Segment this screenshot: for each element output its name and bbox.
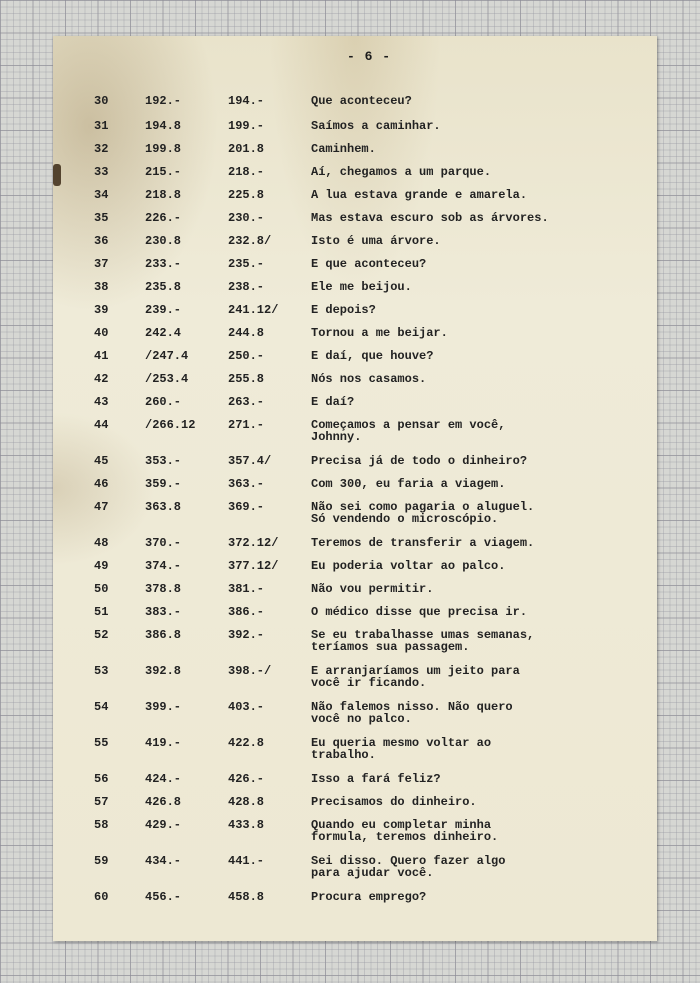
page-number: - 6 - bbox=[346, 49, 391, 64]
subtitle-text: Não falemos nisso. Não quero você no palco. bbox=[311, 700, 513, 726]
end-time: 377.12/ bbox=[228, 559, 279, 573]
end-time: 232.8/ bbox=[228, 234, 272, 248]
start-time: 456.- bbox=[145, 890, 182, 904]
start-time: 363.8 bbox=[145, 500, 182, 514]
subtitle-text: Se eu trabalhasse umas semanas, teríamos sua passagem. bbox=[311, 628, 535, 654]
subtitle-text: Não vou permitir. bbox=[311, 582, 434, 596]
end-time: 357.4/ bbox=[228, 454, 272, 468]
start-time: 419.- bbox=[145, 736, 182, 750]
end-time: 363.- bbox=[228, 477, 265, 491]
cue-number: 30 bbox=[94, 94, 109, 108]
cue-number: 57 bbox=[94, 795, 109, 809]
start-time: 235.8 bbox=[145, 280, 182, 294]
end-time: 201.8 bbox=[228, 142, 265, 156]
cue-number: 46 bbox=[94, 477, 109, 491]
subtitle-text: Procura emprego? bbox=[311, 890, 427, 904]
cue-number: 32 bbox=[94, 142, 109, 156]
start-time: /247.4 bbox=[145, 349, 189, 363]
cue-number: 40 bbox=[94, 326, 109, 340]
subtitle-text: Nós nos casamos. bbox=[311, 372, 427, 386]
subtitle-text: A lua estava grande e amarela. bbox=[311, 188, 528, 202]
start-time: /253.4 bbox=[145, 372, 189, 386]
end-time: 244.8 bbox=[228, 326, 265, 340]
end-time: 225.8 bbox=[228, 188, 265, 202]
end-time: 218.- bbox=[228, 165, 265, 179]
cue-number: 58 bbox=[94, 818, 109, 832]
cue-number: 56 bbox=[94, 772, 109, 786]
end-time: 403.- bbox=[228, 700, 265, 714]
start-time: 239.- bbox=[145, 303, 182, 317]
end-time: 428.8 bbox=[228, 795, 265, 809]
subtitle-text: Que aconteceu? bbox=[311, 94, 412, 108]
start-time: 370.- bbox=[145, 536, 182, 550]
start-time: 233.- bbox=[145, 257, 182, 271]
start-time: 199.8 bbox=[145, 142, 182, 156]
end-time: 369.- bbox=[228, 500, 265, 514]
start-time: 378.8 bbox=[145, 582, 182, 596]
cue-number: 33 bbox=[94, 165, 109, 179]
cue-number: 43 bbox=[94, 395, 109, 409]
subtitle-text: Aí, chegamos a um parque. bbox=[311, 165, 492, 179]
start-time: 386.8 bbox=[145, 628, 182, 642]
cue-number: 34 bbox=[94, 188, 109, 202]
cue-number: 45 bbox=[94, 454, 109, 468]
end-time: 271.- bbox=[228, 418, 265, 432]
end-time: 398.-/ bbox=[228, 664, 272, 678]
start-time: 353.- bbox=[145, 454, 182, 468]
subtitle-text: Sei disso. Quero fazer algo para ajudar você. bbox=[311, 854, 506, 880]
end-time: 235.- bbox=[228, 257, 265, 271]
subtitle-text: Com 300, eu faria a viagem. bbox=[311, 477, 506, 491]
start-time: 392.8 bbox=[145, 664, 182, 678]
subtitle-text: E que aconteceu? bbox=[311, 257, 427, 271]
cue-number: 39 bbox=[94, 303, 109, 317]
start-time: 374.- bbox=[145, 559, 182, 573]
cue-number: 49 bbox=[94, 559, 109, 573]
start-time: 399.- bbox=[145, 700, 182, 714]
start-time: 359.- bbox=[145, 477, 182, 491]
end-time: 241.12/ bbox=[228, 303, 279, 317]
end-time: 194.- bbox=[228, 94, 265, 108]
subtitle-text: E arranjaríamos um jeito para você ir ficando. bbox=[311, 664, 520, 690]
subtitle-text: E daí, que houve? bbox=[311, 349, 434, 363]
cue-number: 42 bbox=[94, 372, 109, 386]
cue-number: 51 bbox=[94, 605, 109, 619]
subtitle-text: Saímos a caminhar. bbox=[311, 119, 441, 133]
cue-number: 55 bbox=[94, 736, 109, 750]
cue-number: 54 bbox=[94, 700, 109, 714]
subtitle-text: Eu queria mesmo voltar ao trabalho. bbox=[311, 736, 492, 762]
subtitle-text: Isso a fará feliz? bbox=[311, 772, 441, 786]
start-time: 429.- bbox=[145, 818, 182, 832]
start-time: 215.- bbox=[145, 165, 182, 179]
end-time: 381.- bbox=[228, 582, 265, 596]
end-time: 433.8 bbox=[228, 818, 265, 832]
end-time: 238.- bbox=[228, 280, 265, 294]
end-time: 441.- bbox=[228, 854, 265, 868]
subtitle-text: Começamos a pensar em você, Johnny. bbox=[311, 418, 506, 444]
cue-number: 53 bbox=[94, 664, 109, 678]
end-time: 199.- bbox=[228, 119, 265, 133]
cue-number: 37 bbox=[94, 257, 109, 271]
cue-number: 35 bbox=[94, 211, 109, 225]
start-time: 226.- bbox=[145, 211, 182, 225]
subtitle-text: Caminhem. bbox=[311, 142, 376, 156]
end-time: 426.- bbox=[228, 772, 265, 786]
cue-number: 60 bbox=[94, 890, 109, 904]
end-time: 392.- bbox=[228, 628, 265, 642]
subtitle-text: Precisamos do dinheiro. bbox=[311, 795, 477, 809]
subtitle-text: Tornou a me beijar. bbox=[311, 326, 448, 340]
start-time: 230.8 bbox=[145, 234, 182, 248]
cue-number: 44 bbox=[94, 418, 109, 432]
cue-number: 38 bbox=[94, 280, 109, 294]
subtitle-text: Quando eu completar minha formula, teremos dinheiro. bbox=[311, 818, 499, 844]
start-time: 424.- bbox=[145, 772, 182, 786]
cue-number: 47 bbox=[94, 500, 109, 514]
start-time: 218.8 bbox=[145, 188, 182, 202]
typed-page bbox=[53, 36, 657, 941]
end-time: 250.- bbox=[228, 349, 265, 363]
end-time: 386.- bbox=[228, 605, 265, 619]
subtitle-text: Precisa já de todo o dinheiro? bbox=[311, 454, 528, 468]
start-time: 426.8 bbox=[145, 795, 182, 809]
cue-number: 41 bbox=[94, 349, 109, 363]
ink-stain bbox=[53, 164, 61, 186]
subtitle-text: E depois? bbox=[311, 303, 376, 317]
cue-number: 59 bbox=[94, 854, 109, 868]
subtitle-text: Não sei como pagaria o aluguel. Só vendendo o microscópio. bbox=[311, 500, 535, 526]
start-time: 260.- bbox=[145, 395, 182, 409]
subtitle-text: Isto é uma árvore. bbox=[311, 234, 441, 248]
end-time: 263.- bbox=[228, 395, 265, 409]
end-time: 255.8 bbox=[228, 372, 265, 386]
subtitle-text: O médico disse que precisa ir. bbox=[311, 605, 528, 619]
cue-number: 31 bbox=[94, 119, 109, 133]
cue-number: 50 bbox=[94, 582, 109, 596]
end-time: 422.8 bbox=[228, 736, 265, 750]
start-time: 194.8 bbox=[145, 119, 182, 133]
subtitle-text: Teremos de transferir a viagem. bbox=[311, 536, 535, 550]
start-time: 192.- bbox=[145, 94, 182, 108]
start-time: /266.12 bbox=[145, 418, 196, 432]
cue-number: 52 bbox=[94, 628, 109, 642]
end-time: 230.- bbox=[228, 211, 265, 225]
start-time: 383.- bbox=[145, 605, 182, 619]
subtitle-text: Ele me beijou. bbox=[311, 280, 412, 294]
start-time: 434.- bbox=[145, 854, 182, 868]
end-time: 372.12/ bbox=[228, 536, 279, 550]
end-time: 458.8 bbox=[228, 890, 265, 904]
subtitle-text: Mas estava escuro sob as árvores. bbox=[311, 211, 549, 225]
subtitle-text: Eu poderia voltar ao palco. bbox=[311, 559, 506, 573]
cue-number: 36 bbox=[94, 234, 109, 248]
subtitle-text: E daí? bbox=[311, 395, 355, 409]
start-time: 242.4 bbox=[145, 326, 182, 340]
cue-number: 48 bbox=[94, 536, 109, 550]
